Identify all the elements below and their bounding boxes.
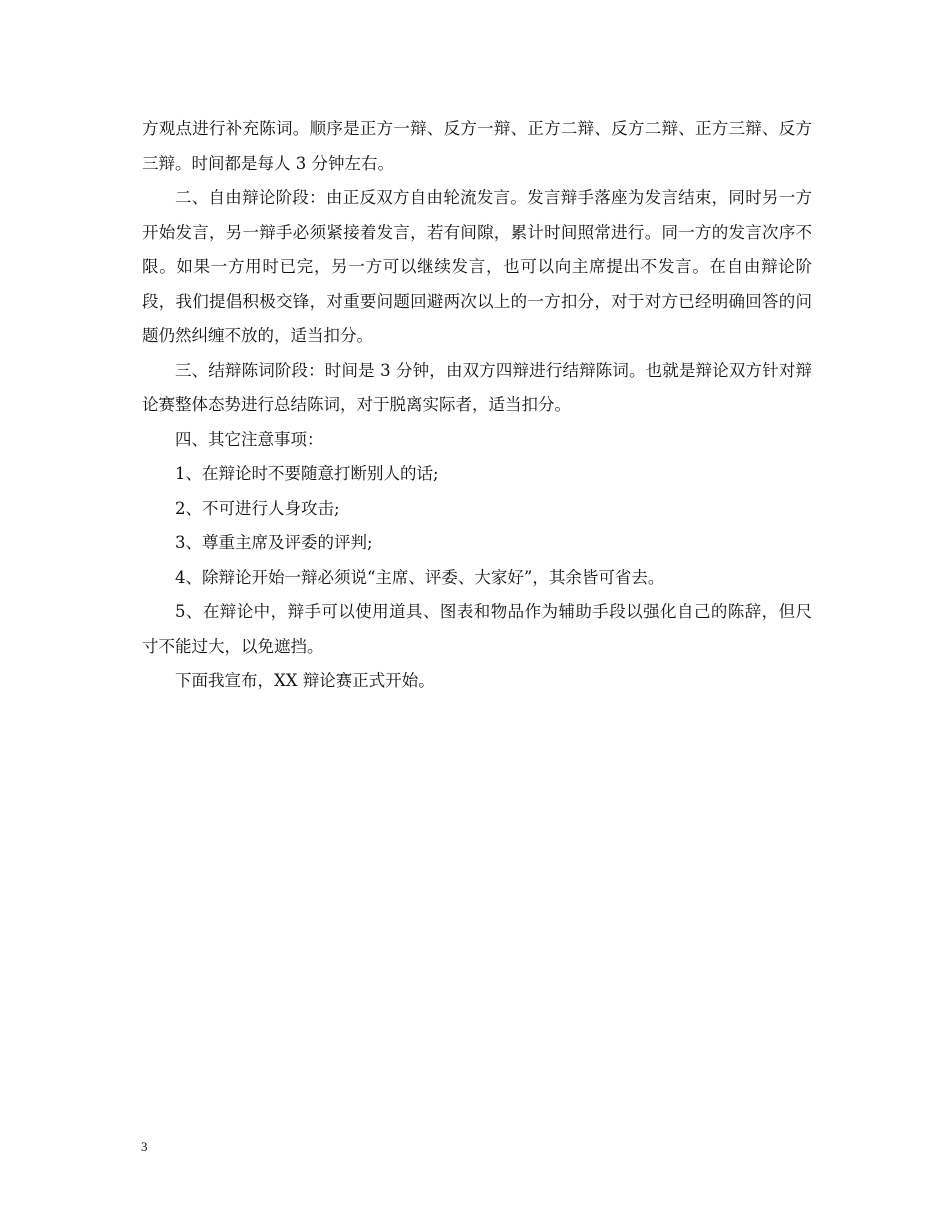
paragraph-other-notes-heading: 四、其它注意事项：	[175, 429, 324, 449]
paragraph-free-debate: 二、自由辩论阶段：由正反双方自由轮流发言。发言辩手落座为发言结束，同时另一方开始发言，另一辩手必须紧接着发言，若有间隙，累计时间照常进行。同一方的发言次序不限。如果一方用时已完，另一方可以继续发言，也可以向主席提出不发言。在自由辩论阶段，我们提倡积极交锋，对重要问题回避两次以上的一方扣分，对于对方已经明确回答的问题仍然纠缠不放的，适当扣分。	[142, 188, 812, 345]
paragraph-closing-statement: 三、结辩陈词阶段：时间是 3 分钟，由双方四辩进行结辩陈词。也就是辩论双方针对辩论赛整体态势进行总结陈词，对于脱离实际者，适当扣分。	[142, 360, 812, 414]
list-item-no-personal-attack: 2、不可进行人身攻击;	[175, 498, 340, 518]
document-body	[142, 112, 812, 699]
page-number: 3	[141, 1139, 148, 1154]
paragraph-announcement: 下面我宣布，XX 辩论赛正式开始。	[175, 671, 435, 690]
paragraph-debater-order: 方观点进行补充陈词。顺序是正方一辩、反方一辩、正方二辩、反方二辩、正方三辩、反方三辩。时间都是每人 3 分钟左右。	[142, 119, 812, 173]
list-item-respect-judges: 3、尊重主席及评委的评判;	[175, 533, 373, 552]
list-item-no-interrupt: 1、在辩论时不要随意打断别人的话;	[175, 464, 439, 483]
list-item-props: 5、在辩论中，辩手可以使用道具、图表和物品作为辅助手段以强化自己的陈辞，但尺寸不能过大，以免遮挡。	[142, 602, 812, 656]
list-item-greeting: 4、除辩论开始一辩必须说“主席、评委、大家好”，其余皆可省去。	[175, 567, 665, 587]
